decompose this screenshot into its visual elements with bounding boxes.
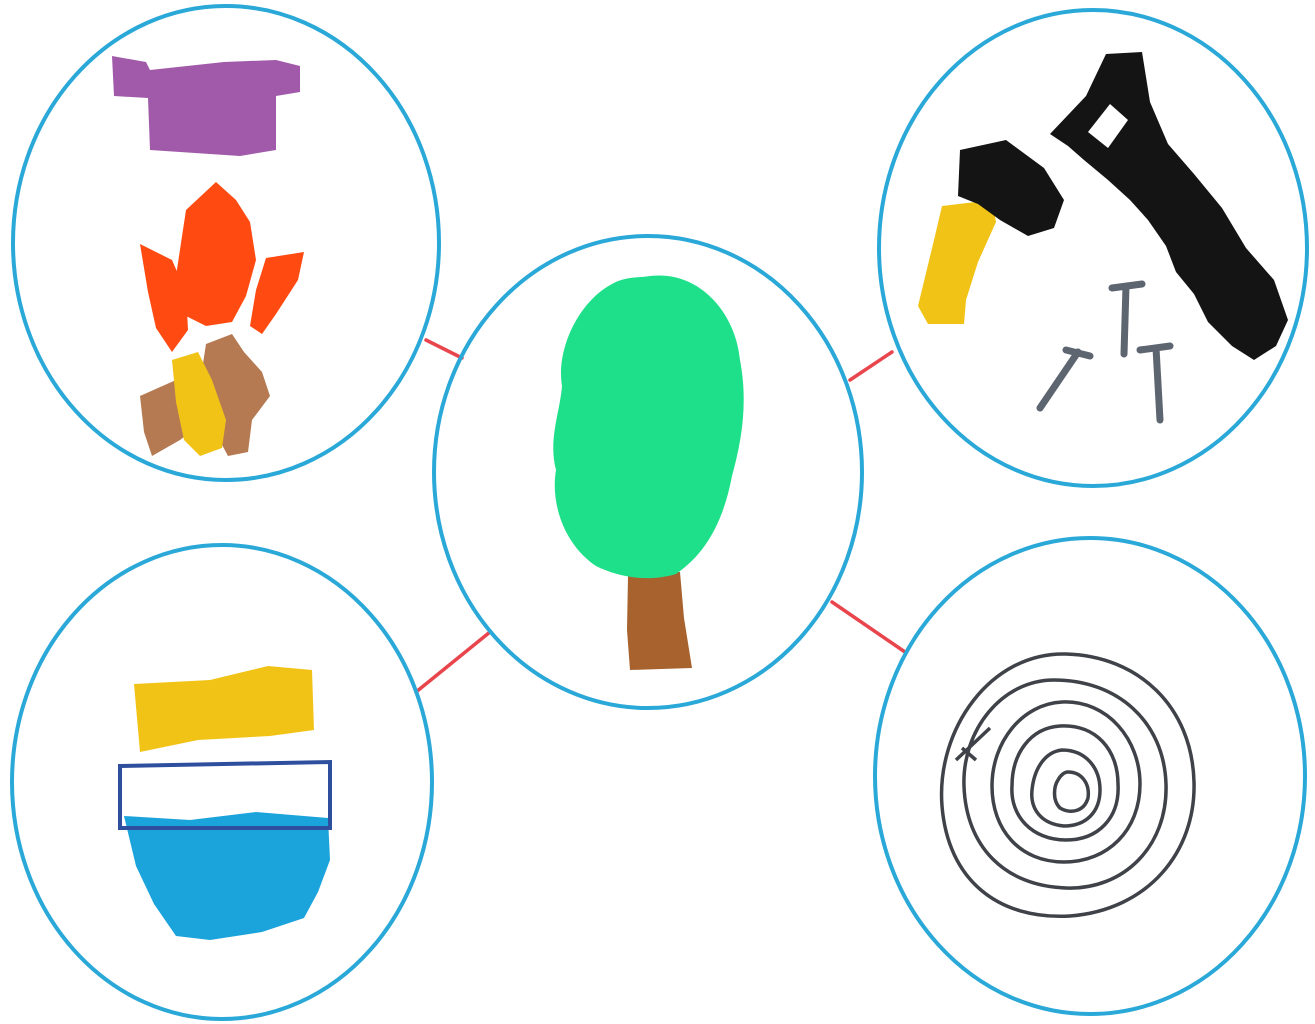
nails bbox=[1040, 284, 1170, 420]
water-blue bbox=[124, 812, 330, 940]
nail-2 bbox=[1040, 350, 1090, 408]
ring-2 bbox=[964, 680, 1166, 888]
nail-1 bbox=[1112, 284, 1142, 354]
bucket-with-sponge-icon bbox=[120, 666, 330, 940]
circle-bottom-left bbox=[12, 545, 432, 1019]
tree-canopy bbox=[553, 275, 743, 578]
tree-trunk bbox=[627, 572, 692, 670]
connector-bottom-left bbox=[416, 632, 490, 692]
ring-4 bbox=[1012, 726, 1118, 840]
tree-rings-icon bbox=[942, 654, 1195, 916]
circle-bottom-right bbox=[875, 538, 1305, 1014]
ring-outer bbox=[942, 654, 1195, 916]
ring-5 bbox=[1032, 750, 1100, 826]
connector-bottom-right bbox=[832, 602, 905, 652]
flame-center bbox=[176, 182, 256, 326]
ring-core bbox=[1055, 772, 1089, 811]
saw-blade bbox=[1050, 52, 1288, 360]
hammer-handle bbox=[918, 200, 996, 324]
ring-crack bbox=[956, 728, 990, 760]
tree-icon bbox=[553, 275, 743, 670]
connector-top-left bbox=[426, 340, 462, 358]
campfire-icon bbox=[112, 56, 304, 456]
purple-smoke-paper bbox=[112, 56, 300, 156]
sponge-yellow bbox=[134, 666, 314, 752]
nail-3 bbox=[1140, 346, 1170, 420]
connector-top-right bbox=[850, 352, 892, 380]
woodworking-tools-icon bbox=[918, 52, 1288, 420]
flame-right bbox=[250, 252, 304, 334]
